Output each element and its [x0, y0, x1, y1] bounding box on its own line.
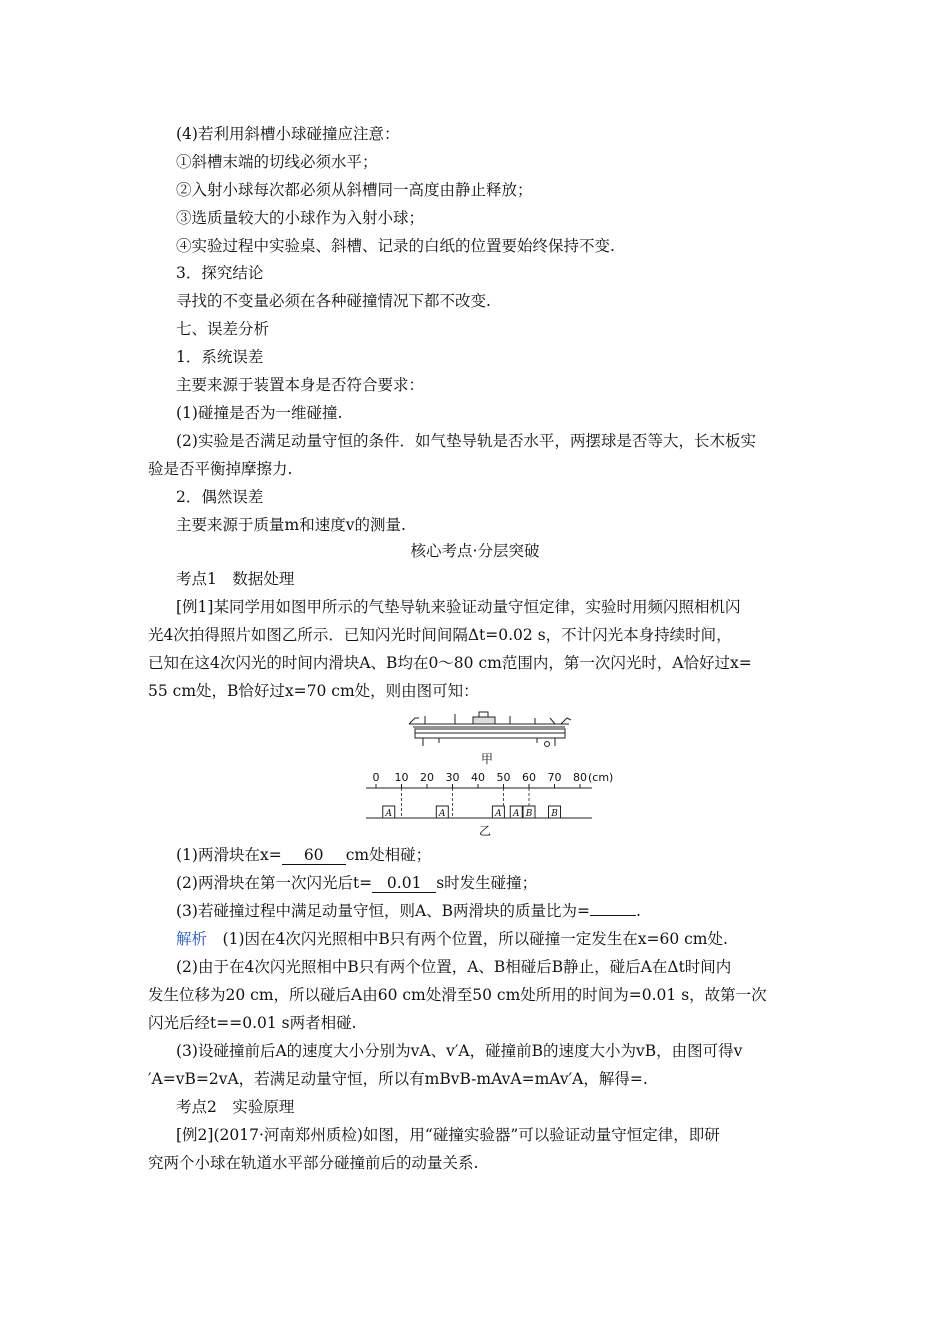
- text-line: ④实验过程中实验桌、斜槽、记录的白纸的位置要始终保持不变.: [176, 237, 615, 255]
- air-track-drawing: [405, 708, 575, 752]
- text-line: ②入射小球每次都必须从斜槽同一高度由静止释放；: [176, 181, 533, 199]
- slider-label: B: [525, 809, 533, 819]
- tick-label: 80: [573, 771, 587, 784]
- tick-label: 40: [471, 771, 485, 784]
- text-line: 究两个小球在轨道水平部分碰撞前后的动量关系.: [148, 1154, 479, 1172]
- text-line: ③选质量较大的小球作为入射小球；: [176, 209, 425, 227]
- text-line: 光4次拍得照片如图乙所示．已知闪光时间间隔Δt=0.02 s，不计闪光本身持续时间，: [148, 626, 732, 644]
- text-line: [例2](2017·河南郑州质检)如图，用“碰撞实验器”可以验证动量守恒定律，即研: [176, 1126, 720, 1144]
- slider-label: A: [495, 809, 502, 819]
- question-3: [176, 901, 836, 921]
- figure-caption: 甲: [481, 752, 494, 766]
- figure-air-track: [405, 708, 575, 764]
- question-text: (1)两滑块在x=: [176, 846, 282, 864]
- text-line: 验是否平衡掉摩擦力.: [148, 460, 293, 478]
- text-line: (4)若利用斜槽小球碰撞应注意：: [176, 125, 400, 143]
- flash-scale-drawing: [360, 770, 620, 822]
- tick-label: 60: [522, 771, 536, 784]
- question-text: (2)两滑块在第一次闪光后t=: [176, 874, 373, 892]
- section-heading: 考点2 实验原理: [176, 1098, 295, 1116]
- question-text: (3)若碰撞过程中满足动量守恒，则A、B两滑块的质量比为=: [176, 902, 591, 920]
- tick-label: 30: [445, 771, 460, 784]
- section-title: 核心考点·分层突破: [410, 542, 540, 560]
- slider-label: A: [385, 809, 392, 819]
- tick-label: 10: [394, 771, 409, 784]
- question-text: cm处相碰；: [345, 846, 432, 864]
- slider-label: B: [551, 809, 558, 819]
- section-heading: 1．系统误差: [176, 348, 264, 366]
- tick-label: 0: [372, 771, 380, 784]
- text-line: (1)碰撞是否为一维碰撞.: [176, 404, 343, 422]
- text-line: 55 cm处，B恰好过x=70 cm处，则由图可知：: [148, 682, 479, 700]
- slider-label: A: [513, 809, 520, 819]
- answer-blank: 60: [282, 846, 346, 865]
- text-line: 闪光后经t==0.01 s两者相碰.: [148, 1014, 357, 1032]
- section-heading: 2．偶然误差: [176, 488, 264, 506]
- slider-label: A: [439, 809, 446, 819]
- text-line: 已知在这4次闪光的时间内滑块A、B均在0～80 cm范围内，第一次闪光时，A恰好过x=: [148, 654, 752, 672]
- tick-label: 20: [420, 771, 434, 784]
- text-line: (3)设碰撞前后A的速度大小分别为vA、v′A，碰撞前B的速度大小为vB，由图可得v: [176, 1042, 743, 1060]
- text-line: 寻找的不变量必须在各种碰撞情况下都不改变.: [176, 292, 491, 310]
- section-heading: 考点1 数据处理: [176, 570, 295, 588]
- text-line: ①斜槽末端的切线必须水平；: [176, 153, 378, 171]
- analysis-label: 解析: [176, 930, 208, 948]
- text-line: [例1]某同学用如图甲所示的气垫导轨来验证动量守恒定律，实验时用频闪照相机闪: [176, 598, 741, 616]
- analysis-text: (1)因在4次闪光照相中B只有两个位置，所以碰撞一定发生在x=60 cm处.: [222, 930, 728, 948]
- figure-flash-scale: [360, 770, 620, 840]
- question-1: [176, 845, 836, 865]
- text-line: ′A=vB=2vA，若满足动量守恒，所以有mBvB-mAvA=mAv′A，解得=.: [148, 1070, 648, 1088]
- figure-caption: 乙: [479, 824, 492, 838]
- text-line: 发生位移为20 cm，所以碰后A由60 cm处滑至50 cm处所用的时间为=0.01 s，故第一次: [148, 986, 767, 1004]
- text-line: (2)由于在4次闪光照相中B只有两个位置，A、B相碰后B静止，碰后A在Δt时间内: [176, 958, 732, 976]
- section-heading: 七、误差分析: [176, 320, 270, 338]
- text-line: 主要来源于装置本身是否符合要求：: [176, 376, 425, 394]
- answer-blank: 0.01: [372, 874, 436, 893]
- tick-label: 70: [547, 771, 562, 784]
- text-line: (2)实验是否满足动量守恒的条件．如气垫导轨是否水平，两摆球是否等大，长木板实: [176, 432, 756, 450]
- question-text: s时发生碰撞；: [436, 874, 538, 892]
- section-heading: 3．探究结论: [176, 264, 264, 282]
- tick-label: 50: [496, 771, 511, 784]
- answer-blank: [590, 915, 636, 916]
- analysis-line: [176, 929, 836, 949]
- text-line: 主要来源于质量m和速度v的测量.: [176, 516, 406, 534]
- unit-label: (cm): [588, 771, 614, 784]
- question-text: .: [636, 902, 641, 920]
- question-2: [176, 873, 836, 893]
